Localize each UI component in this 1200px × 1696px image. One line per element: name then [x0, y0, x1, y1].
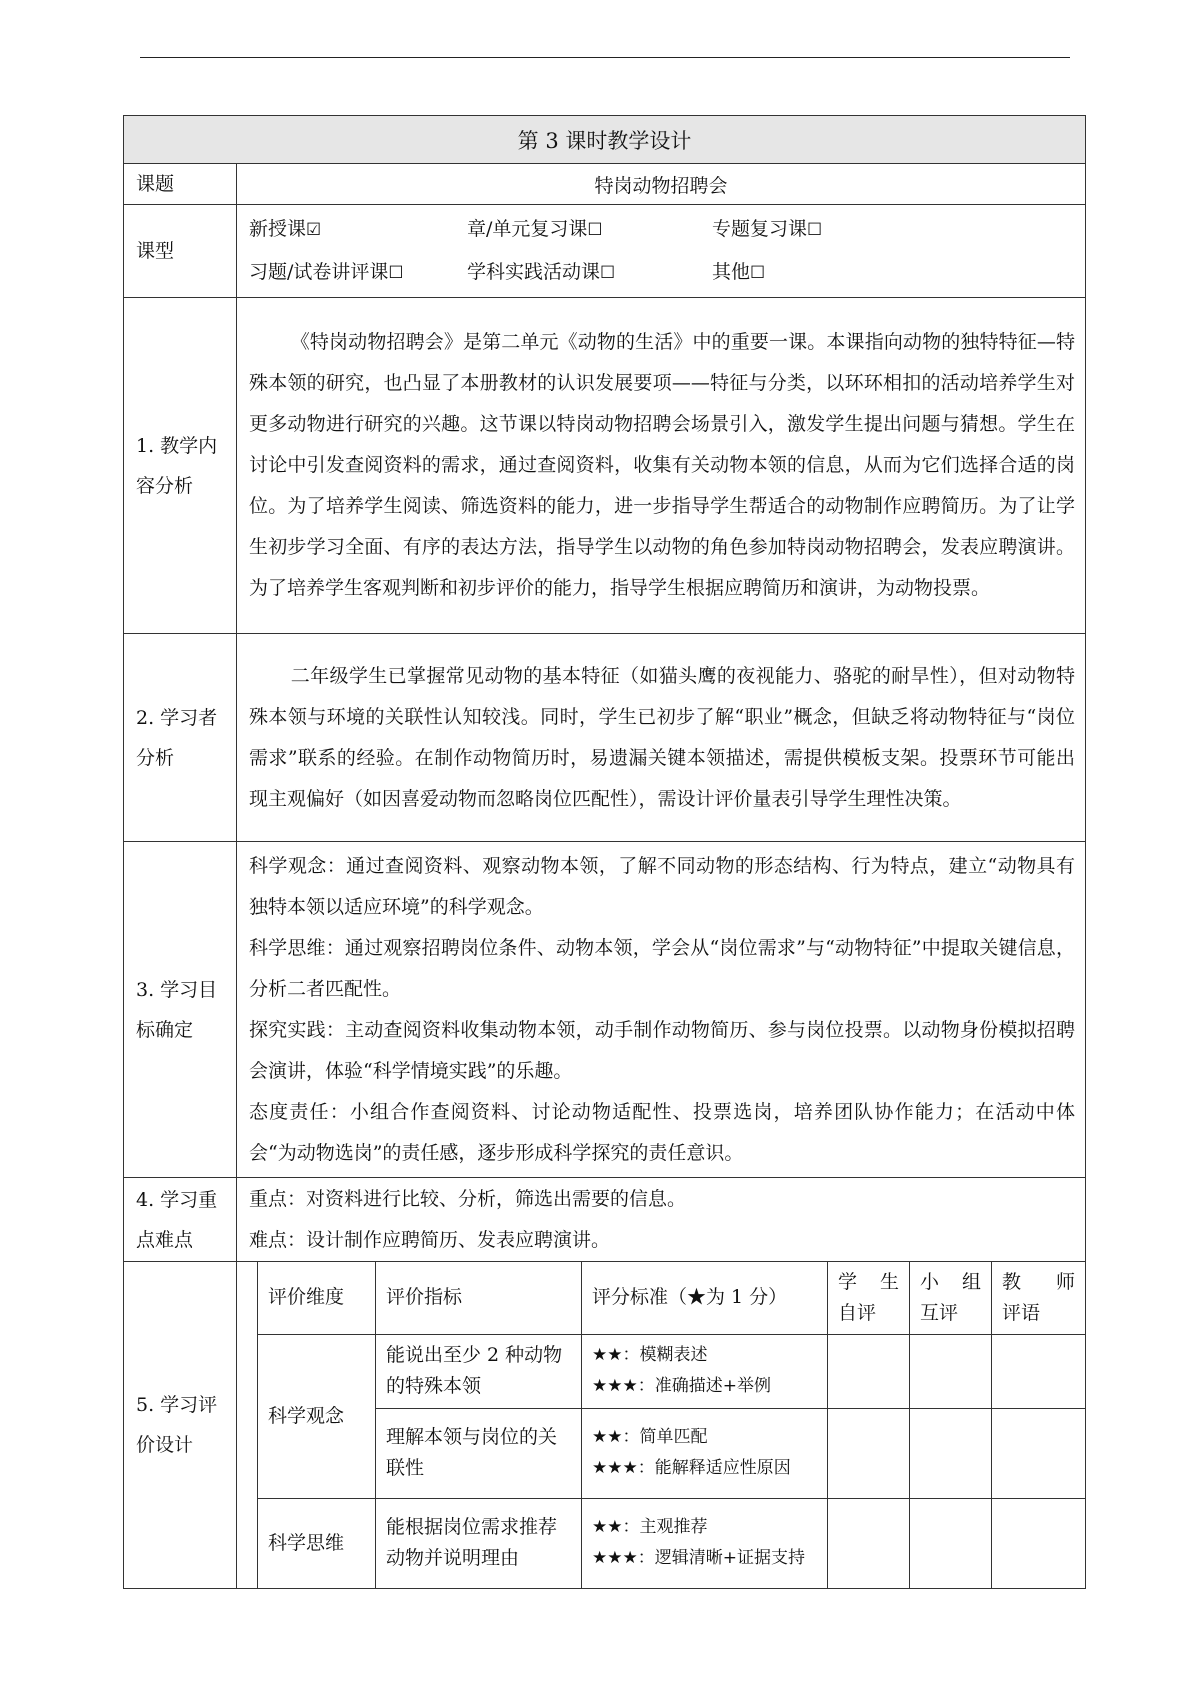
- content-analysis-text: 《特岗动物招聘会》是第二单元《动物的生活》中的重要一课。本课指向动物的独特特征—特殊本领的研究，也凸显了本册教材的认识发展要项——特征与分类，以环环相扣的活动培养学生对更多动物进行研究的兴趣。这节课以特岗动物招聘会场景引入，激发学生提出问题与猜想。学生在讨论中引发查阅资料的需求，通过查阅资料，收集有关动物本领的信息，从而为它们选择合适的岗位。为了培养学生阅读、筛选资料的能力，进一步指导学生帮适合的动物制作应聘简历。为了让学生初步学习全面、有序的表达方法，指导学生以动物的角色参加特岗动物招聘会，发表应聘演讲。为了培养学生客观判断和初步评价的能力，指导学生根据应聘简历和演讲，为动物投票。: [237, 298, 1086, 634]
- standard-cell: ★★：主观推荐 ★★★：逻辑清晰+证据支持: [582, 1498, 828, 1588]
- indicator-cell: 理解本领与岗位的关联性: [376, 1408, 582, 1498]
- peer-eval-cell[interactable]: [910, 1498, 992, 1588]
- type-option: 新授课☑: [249, 218, 322, 240]
- self-eval-cell[interactable]: [828, 1498, 910, 1588]
- peer-eval-cell[interactable]: [910, 1334, 992, 1408]
- objectives-list: [237, 842, 1086, 1178]
- objective-item: 探究实践：主动查阅资料收集动物本领，动手制作动物简历、参与岗位投票。以动物身份模拟招聘会演讲，体验“科学情境实践”的乐趣。: [249, 1018, 1075, 1082]
- learner-analysis-text: 二年级学生已掌握常见动物的基本特征（如猫头鹰的夜视能力、骆驼的耐旱性），但对动物特殊本领与环境的关联性认知较浅。同时，学生已初步了解“职业”概念，但缺乏将动物特征与“岗位需求”联系的经验。在制作动物简历时，易遗漏关键本领描述，需提供模板支架。投票环节可能出现主观偏好（如因喜爱动物而忽略岗位匹配性），需设计评价量表引导学生理性决策。: [237, 634, 1086, 842]
- difficulty-point: 难点：设计制作应聘简历、发表应聘演讲。: [249, 1228, 611, 1251]
- standard-cell: ★★：模糊表述 ★★★：准确描述+举例: [582, 1334, 828, 1408]
- checkbox-icon: ☐: [587, 220, 603, 240]
- teacher-comment-cell[interactable]: [992, 1408, 1086, 1498]
- header-indicator: 评价指标: [376, 1262, 582, 1334]
- checkbox-icon: ☐: [807, 220, 823, 240]
- page-title: 第 3 课时教学设计: [124, 116, 1086, 164]
- lesson-type-label: 课型: [124, 205, 237, 298]
- self-eval-cell[interactable]: [828, 1334, 910, 1408]
- indicator-cell: 能根据岗位需求推荐动物并说明理由: [376, 1498, 582, 1588]
- assessment-label: 5. 学习评价设计: [124, 1262, 237, 1589]
- type-option: 其他☐: [712, 261, 766, 283]
- objective-item: 态度责任：小组合作查阅资料、讨论动物适配性、投票选岗，培养团队协作能力；在活动中体会“为动物选岗”的责任感，逐步形成科学探究的责任意识。: [249, 1100, 1075, 1164]
- lesson-type-options: [237, 205, 1086, 298]
- header-standard: 评分标准（★为 1 分）: [582, 1262, 828, 1334]
- table-row: [258, 1498, 1086, 1588]
- header-teacher: 教 师 评语: [992, 1262, 1086, 1334]
- topic-value: 特岗动物招聘会: [237, 164, 1086, 205]
- focus-point: 重点：对资料进行比较、分析，筛选出需要的信息。: [249, 1187, 687, 1210]
- assessment-header-row: [258, 1262, 1086, 1334]
- self-eval-cell[interactable]: [828, 1408, 910, 1498]
- objective-item: 科学观念：通过查阅资料、观察动物本领，了解不同动物的形态结构、行为特点，建立“动物具有独特本领以适应环境”的科学观念。: [249, 854, 1075, 918]
- assessment-cell: [237, 1262, 1086, 1589]
- table-row: [258, 1408, 1086, 1498]
- dimension-cell: 科学思维: [258, 1498, 376, 1588]
- teacher-comment-cell[interactable]: [992, 1498, 1086, 1588]
- type-option: 专题复习课☐: [712, 218, 823, 240]
- key-points-text: [237, 1178, 1086, 1262]
- header-self: 学 生 自评: [828, 1262, 910, 1334]
- page-header-rule: [140, 57, 1070, 58]
- teacher-comment-cell[interactable]: [992, 1334, 1086, 1408]
- topic-label: 课题: [124, 164, 237, 205]
- lesson-plan-table: [123, 115, 1086, 1589]
- peer-eval-cell[interactable]: [910, 1408, 992, 1498]
- checkbox-icon: ☐: [600, 263, 616, 283]
- standard-cell: ★★：简单匹配 ★★★：能解释适应性原因: [582, 1408, 828, 1498]
- table-row: [258, 1334, 1086, 1408]
- header-peer: 小 组 互评: [910, 1262, 992, 1334]
- assessment-table: [257, 1262, 1085, 1588]
- lesson-plan-sheet: [123, 115, 1085, 1589]
- checkbox-icon: ☐: [750, 263, 766, 283]
- type-option: 习题/试卷讲评课☐: [249, 261, 404, 283]
- learner-analysis-label: 2. 学习者分析: [124, 634, 237, 842]
- content-analysis-label: 1. 教学内容分析: [124, 298, 237, 634]
- objective-item: 科学思维：通过观察招聘岗位条件、动物本领，学会从“岗位需求”与“动物特征”中提取关键信息，分析二者匹配性。: [249, 936, 1075, 1000]
- objectives-label: 3. 学习目标确定: [124, 842, 237, 1178]
- key-points-label: 4. 学习重点难点: [124, 1178, 237, 1262]
- dimension-cell: 科学观念: [258, 1334, 376, 1498]
- checkbox-icon: ☐: [388, 263, 404, 283]
- indicator-cell: 能说出至少 2 种动物的特殊本领: [376, 1334, 582, 1408]
- type-option: 章/单元复习课☐: [467, 218, 603, 240]
- type-option: 学科实践活动课☐: [467, 261, 616, 283]
- checked-box-icon: ☑: [306, 220, 322, 240]
- header-dimension: 评价维度: [258, 1262, 376, 1334]
